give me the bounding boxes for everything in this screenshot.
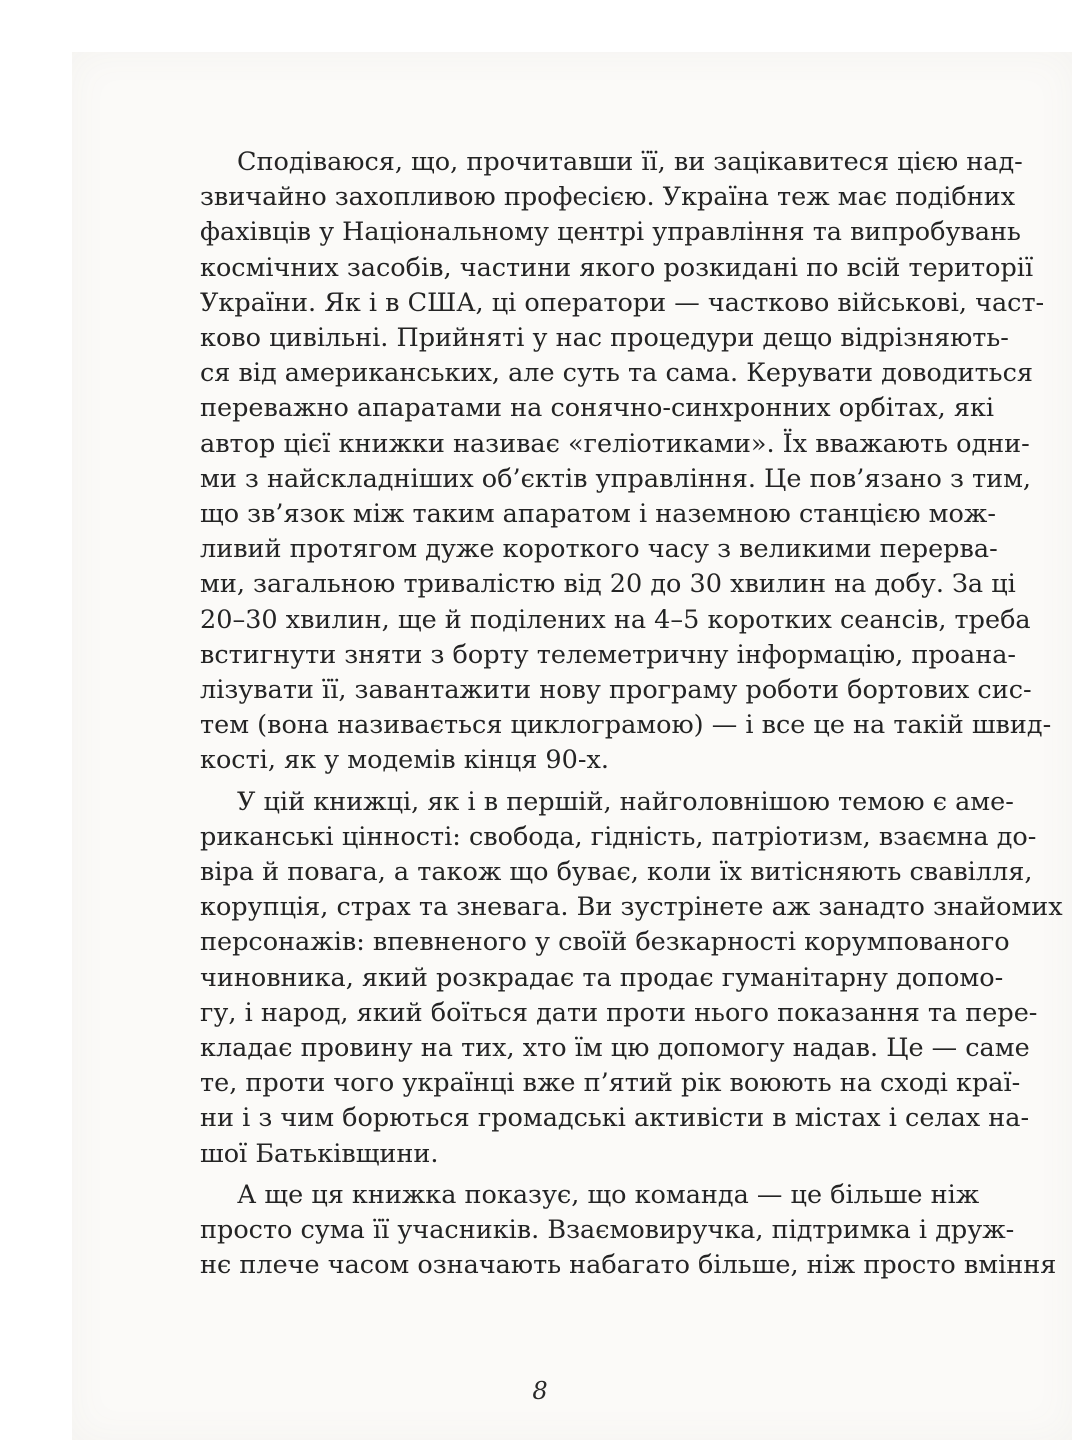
text-line: нє плече часом означають набагато більше, ніж просто вміння — [200, 1250, 1057, 1281]
text-line: риканські цінності: свобода, гідність, патріотизм, взаємна до- — [200, 821, 1037, 852]
text-line: шої Батьківщини. — [200, 1138, 439, 1169]
text-line: 20–30 хвилин, ще й поділених на 4–5 коротких сеансів, треба — [200, 604, 1031, 635]
paragraph-1 — [200, 145, 1052, 779]
text-line: ся від американських, але суть та сама. Керувати доводиться — [200, 358, 1033, 389]
text-line: віра й повага, а також що буває, коли їх витісняють свавілля, — [200, 857, 1033, 888]
text-line: ми з найскладніших об’єктів управління. Це пов’язано з тим, — [200, 463, 1032, 494]
body-text — [200, 145, 1063, 1284]
text-line: космічних засобів, частини якого розкидані по всій території — [200, 252, 1034, 283]
text-line: персонажів: впевненого у своїй безкарності корумпованого — [200, 927, 1010, 958]
text-line: У цій книжці, як і в першій, найголовнішою темою є аме- — [237, 786, 1014, 817]
text-line: України. Як і в США, ці оператори — частково військові, част- — [200, 287, 1045, 318]
text-line: гу, і народ, який боїться дати проти нього показання та пере- — [200, 997, 1038, 1028]
text-line: звичайно захопливою професією. Україна теж має подібних — [200, 182, 1016, 213]
text-line: А ще ця книжка показує, що команда — це більше ніж — [237, 1179, 980, 1210]
page-number: 8 — [532, 1377, 548, 1405]
text-line: кості, як у модемів кінця 90-х. — [200, 745, 609, 776]
text-line: переважно апаратами на сонячно-синхронних орбітах, які — [200, 393, 995, 424]
text-line: встигнути зняти з борту телеметричну інформацію, проана- — [200, 639, 1017, 670]
paragraph-2 — [200, 785, 1063, 1172]
text-line: автор цієї книжки називає «геліотиками». Їх вважають одни- — [200, 428, 1030, 459]
text-line: що зв’язок між таким апаратом і наземною станцією мож- — [200, 499, 996, 530]
text-line: кладає провину на тих, хто їм цю допомогу надав. Це — саме — [200, 1033, 1030, 1064]
paragraph-3 — [200, 1178, 1057, 1284]
text-line: ни і з чим борються громадські активісти в містах і селах на- — [200, 1103, 1030, 1134]
text-line: чиновника, який розкрадає та продає гуманітарну допомо- — [200, 962, 1004, 993]
text-line: лізувати її, завантажити нову програму роботи бортових сис- — [200, 675, 1032, 706]
text-line: Сподіваюся, що, прочитавши її, ви зацікавитеся цією над- — [237, 147, 1023, 177]
text-line: те, проти чого українці вже п’ятий рік воюють на сході краї- — [200, 1068, 1021, 1099]
text-line: ми, загальною тривалістю від 20 до 30 хвилин на добу. За ці — [200, 569, 1016, 600]
text-line: тем (вона називається циклограмою) — і все це на такій швид- — [200, 710, 1052, 741]
text-line: просто сума її учасників. Взаємовиручка, підтримка і друж- — [200, 1215, 1015, 1246]
text-line: фахівців у Національному центрі управління та випробувань — [200, 217, 1021, 248]
text-line: ково цивільні. Прийняті у нас процедури дещо відрізняють- — [200, 323, 1009, 354]
text-line: корупція, страх та зневага. Ви зустрінете аж занадто знайомих — [200, 892, 1063, 923]
text-line: ливий протягом дуже короткого часу з великими перерва- — [200, 534, 998, 565]
